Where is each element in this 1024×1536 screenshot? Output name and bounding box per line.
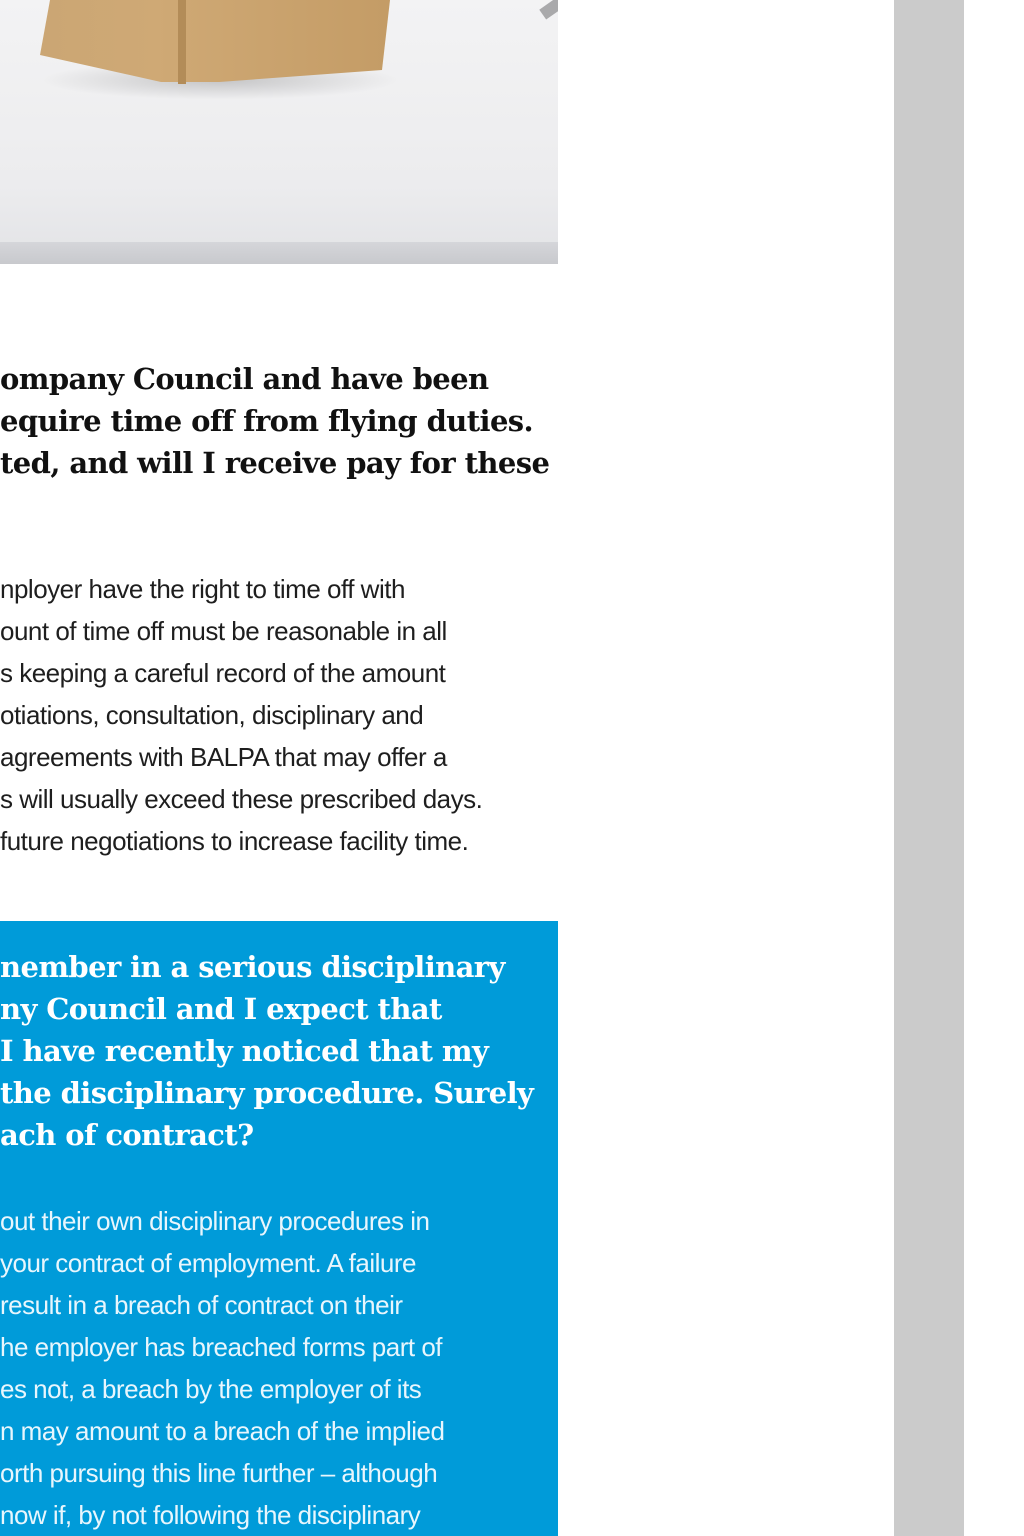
answer-2-line: n may amount to a breach of the implied	[0, 1416, 445, 1446]
answer-1-line: ount of time off must be reasonable in all	[0, 616, 447, 646]
question-2-line: I have recently noticed that my	[0, 1034, 489, 1068]
answer-1-line: s will usually exceed these prescribed days.	[0, 784, 483, 814]
side-band	[894, 0, 964, 1536]
question-2-panel	[0, 921, 558, 1536]
answer-1-paragraph	[0, 568, 482, 862]
question-2-line: nember in a serious disciplinary	[0, 950, 505, 984]
question-1-heading	[0, 358, 549, 484]
answer-1-line: nployer have the right to time off with	[0, 574, 405, 604]
question-2-line: the disciplinary procedure. Surely	[0, 1076, 534, 1110]
answer-2-paragraph	[0, 1200, 444, 1536]
box-flap-corner	[539, 0, 558, 20]
answer-2-line: he employer has breached forms part of	[0, 1332, 443, 1362]
cardboard-box-photo	[0, 0, 558, 264]
question-1-line: ompany Council and have been	[0, 362, 489, 396]
question-1-line: ted, and will I receive pay for these	[0, 446, 550, 480]
answer-1-line: s keeping a careful record of the amount	[0, 658, 446, 688]
question-2-heading	[0, 946, 533, 1156]
answer-1-line: future negotiations to increase facility time.	[0, 826, 469, 856]
table-edge	[0, 242, 558, 264]
question-1-line: equire time off from flying duties.	[0, 404, 534, 438]
answer-1-line: agreements with BALPA that may offer a	[0, 742, 447, 772]
answer-2-line: your contract of employment. A failure	[0, 1248, 416, 1278]
answer-2-line: out their own disciplinary procedures in	[0, 1206, 430, 1236]
answer-2-line: result in a breach of contract on their	[0, 1290, 403, 1320]
cardboard-box-edge	[178, 0, 186, 84]
answer-2-line: now if, by not following the disciplinary	[0, 1500, 421, 1530]
question-2-line: ny Council and I expect that	[0, 992, 442, 1026]
question-2-line: ach of contract?	[0, 1118, 254, 1152]
answer-1-line: otiations, consultation, disciplinary and	[0, 700, 424, 730]
answer-2-line: es not, a breach by the employer of its	[0, 1374, 422, 1404]
answer-2-line: orth pursuing this line further – although	[0, 1458, 438, 1488]
